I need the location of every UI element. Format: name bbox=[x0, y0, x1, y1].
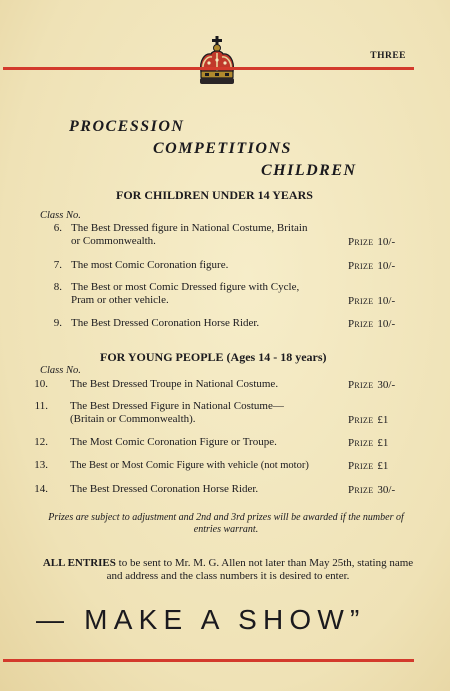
entries-note-heading: ALL ENTRIES bbox=[42, 557, 116, 569]
top-red-rule bbox=[3, 67, 414, 70]
prize bbox=[348, 295, 395, 308]
prize-amount: 10/- bbox=[377, 236, 396, 248]
class-no-label: Class No. bbox=[40, 210, 81, 221]
prize bbox=[348, 460, 388, 473]
prize-amount: 30/- bbox=[377, 484, 396, 496]
class-description bbox=[70, 400, 284, 426]
class-number: 6. bbox=[53, 222, 62, 234]
class-entry bbox=[26, 459, 420, 473]
class-description-line: Pram or other vehicle. bbox=[71, 294, 169, 306]
prize-label: Prize bbox=[348, 236, 374, 248]
class-no-label: Class No. bbox=[40, 365, 81, 376]
prize-amount: 10/- bbox=[377, 260, 396, 272]
entries-note bbox=[38, 557, 418, 583]
class-description-line: The Best Dressed figure in National Costume, Britain bbox=[71, 222, 308, 234]
heading-competitions: COMPETITIONS bbox=[153, 140, 292, 157]
class-entry bbox=[40, 259, 420, 273]
class-entry bbox=[40, 317, 420, 331]
prize-amount: £1 bbox=[377, 414, 389, 426]
prize-label: Prize bbox=[348, 379, 374, 391]
prize-label: Prize bbox=[348, 414, 374, 426]
class-number: 10. bbox=[34, 378, 48, 390]
prize-label: Prize bbox=[348, 437, 374, 449]
class-entry bbox=[26, 483, 420, 497]
prize bbox=[348, 437, 388, 450]
bottom-red-rule bbox=[3, 659, 414, 662]
prize-amount: 30/- bbox=[377, 379, 396, 391]
class-description-line: The Best Dressed Figure in National Costume— bbox=[70, 400, 284, 412]
class-description bbox=[71, 259, 228, 272]
prize bbox=[348, 260, 395, 273]
crown-icon bbox=[197, 36, 237, 88]
prize-label: Prize bbox=[348, 295, 374, 307]
class-number: 9. bbox=[53, 317, 62, 329]
class-number: 7. bbox=[53, 259, 62, 271]
class-entry bbox=[40, 222, 420, 250]
class-number: 13. bbox=[34, 459, 48, 471]
class-entry bbox=[26, 436, 420, 450]
class-number: 14. bbox=[34, 483, 48, 495]
class-description-line: The Best Dressed Troupe in National Costume. bbox=[70, 378, 279, 390]
class-number: 11. bbox=[34, 400, 48, 412]
section-title-under-14: FOR CHILDREN UNDER 14 YEARS bbox=[116, 188, 313, 202]
prize bbox=[348, 414, 388, 427]
prize-amount: £1 bbox=[377, 460, 389, 472]
prize-amount: 10/- bbox=[377, 295, 396, 307]
prize-label: Prize bbox=[348, 260, 374, 272]
class-entry bbox=[26, 378, 420, 392]
prize-amount: 10/- bbox=[377, 318, 396, 330]
class-description-line: The Best Dressed Coronation Horse Rider. bbox=[71, 317, 260, 329]
prize bbox=[348, 484, 395, 497]
page-number: THREE bbox=[370, 51, 406, 61]
prize-label: Prize bbox=[348, 484, 374, 496]
class-description-line: (Britain or Commonwealth). bbox=[70, 413, 196, 425]
prize-label: Prize bbox=[348, 460, 374, 472]
prize bbox=[348, 379, 395, 392]
class-number: 12. bbox=[34, 436, 48, 448]
class-description bbox=[70, 483, 258, 496]
class-description bbox=[70, 459, 309, 472]
class-number: 8. bbox=[53, 281, 62, 293]
class-description bbox=[70, 378, 278, 391]
class-description-line: The Best or most Comic Dressed figure with Cycle, bbox=[71, 281, 300, 293]
prizes-note: Prizes are subject to adjustment and 2nd and 3rd prizes will be awarded if the number of entries warrant. bbox=[48, 512, 404, 535]
entries-note-text: to be sent to Mr. M. G. Allen not later than May 25th, stating name and address and the class numbers it is desired to enter. bbox=[106, 557, 414, 582]
class-description-line: The Best Dressed Coronation Horse Rider. bbox=[70, 483, 259, 495]
class-entry bbox=[26, 400, 420, 428]
class-description bbox=[71, 317, 259, 330]
section-title-young-people: FOR YOUNG PEOPLE (Ages 14 - 18 years) bbox=[100, 350, 327, 364]
class-entry bbox=[40, 281, 420, 309]
prize-amount: £1 bbox=[377, 437, 389, 449]
slogan: — MAKE A SHOW” bbox=[36, 604, 366, 635]
heading-procession: PROCESSION bbox=[69, 118, 185, 135]
class-description-line: The Most Comic Coronation Figure or Troupe. bbox=[70, 436, 277, 448]
prize-label: Prize bbox=[348, 318, 374, 330]
class-description-line: The most Comic Coronation figure. bbox=[71, 259, 229, 271]
prize bbox=[348, 236, 395, 249]
class-description bbox=[70, 436, 277, 449]
class-description-line: or Commonwealth. bbox=[71, 235, 156, 247]
prize bbox=[348, 318, 395, 331]
class-description bbox=[71, 222, 307, 248]
heading-children: CHILDREN bbox=[261, 162, 357, 179]
class-description bbox=[71, 281, 299, 307]
class-description-line: The Best or Most Comic Figure with vehicle (not motor) bbox=[70, 460, 309, 471]
